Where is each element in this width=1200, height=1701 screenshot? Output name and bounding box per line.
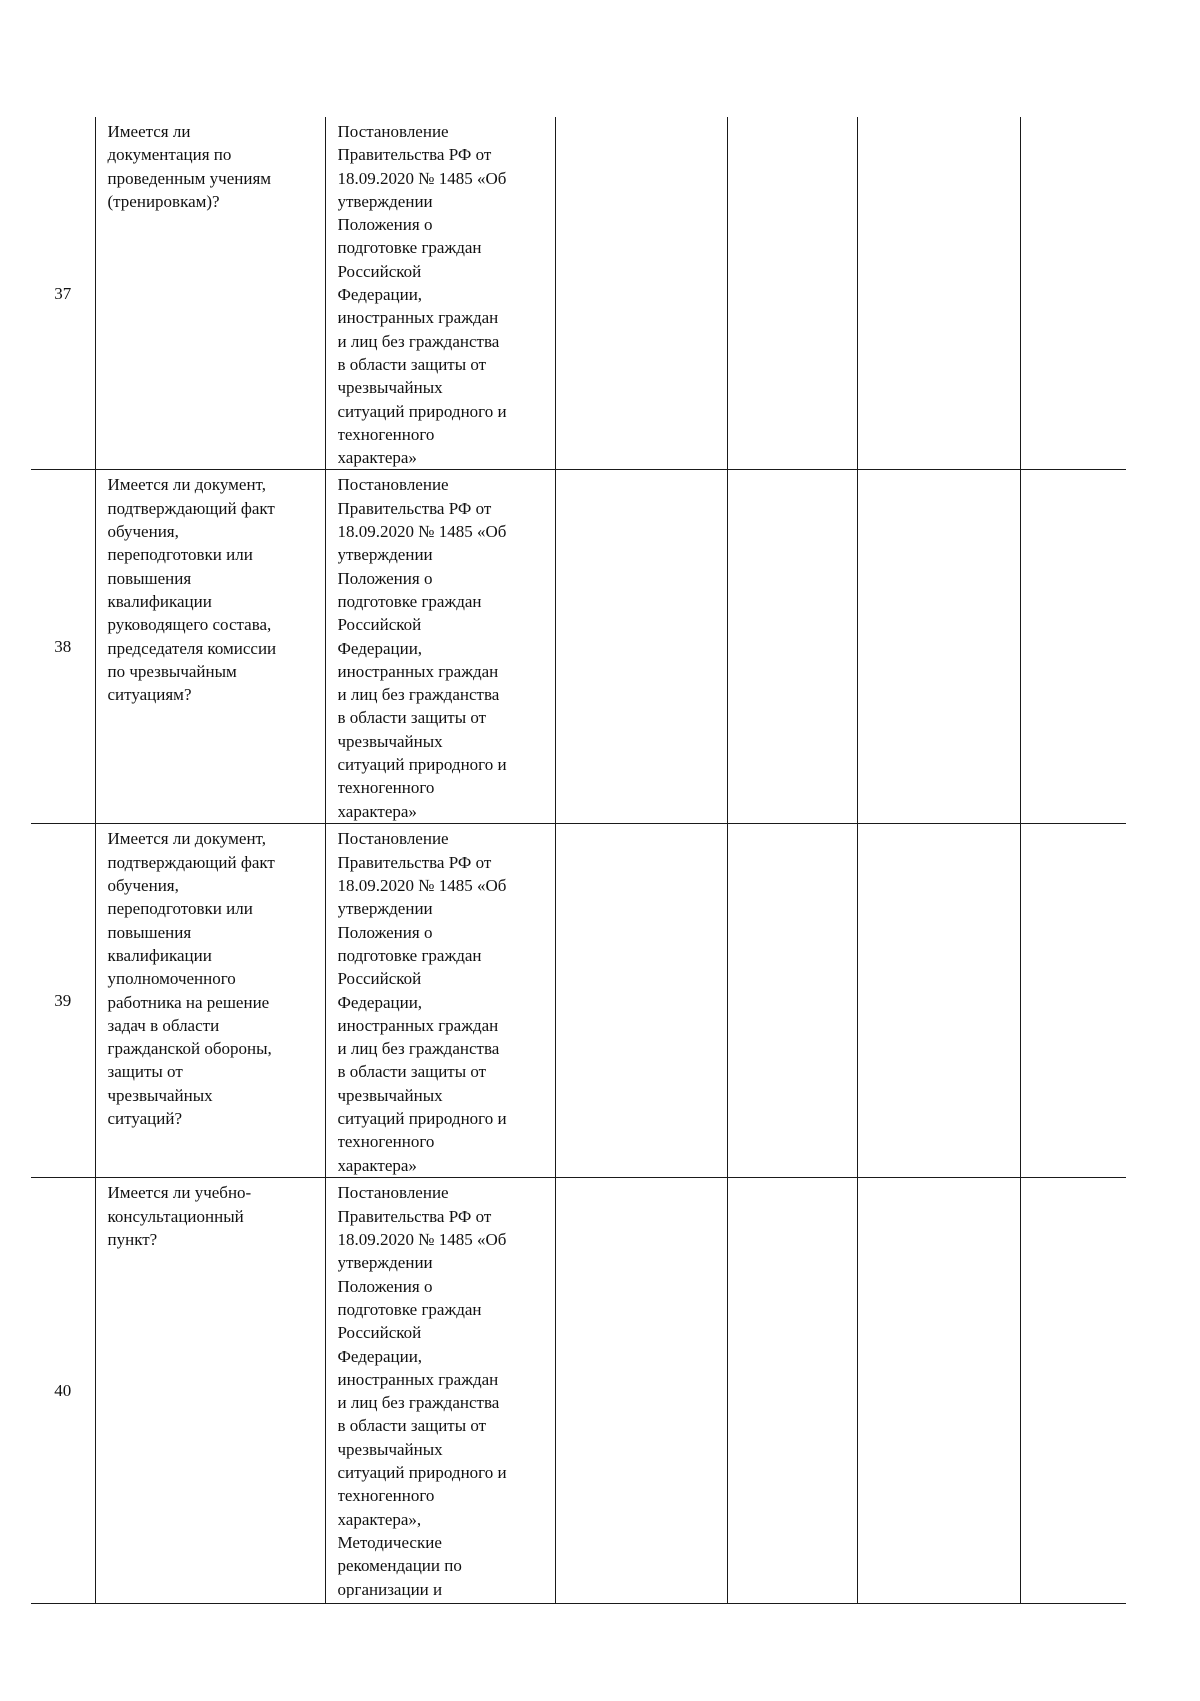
question-text: Имеется ли документ, подтверждающий факт обучения, переподготовки или повышения квалификации руководящего состава, председателя комиссии по чрезвычайным ситуациям? [107, 475, 277, 705]
answer-no-cell [727, 470, 857, 824]
reference-cell [325, 824, 555, 1178]
question-text: Имеется ли документация по проведенным учениям (тренировкам)? [107, 122, 272, 211]
table-row [31, 470, 1126, 824]
not-applicable-cell [857, 824, 1020, 1178]
answer-yes-cell [555, 117, 727, 470]
question-cell [95, 1178, 325, 1604]
not-applicable-cell [857, 117, 1020, 470]
not-applicable-cell [857, 1178, 1020, 1604]
note-cell [1020, 824, 1126, 1178]
row-number: 40 [31, 1178, 95, 1604]
question-cell [95, 470, 325, 824]
note-cell [1020, 1178, 1126, 1604]
reference-text: Постановление Правительства РФ от 18.09.2020 № 1485 «Об утверждении Положения о подготовке граждан Российской Федерации, иностранных граждан и лиц без гражданства в области защиты от чрезвычайных ситуаций природного и техногенного характера», Методические рекомендации по организации и [337, 1183, 507, 1599]
question-text: Имеется ли учебно- консультационный пункт? [107, 1183, 252, 1250]
answer-yes-cell [555, 824, 727, 1178]
note-cell [1020, 470, 1126, 824]
reference-text: Постановление Правительства РФ от 18.09.2020 № 1485 «Об утверждении Положения о подготовке граждан Российской Федерации, иностранных граждан и лиц без гражданства в области защиты от чрезвычайных ситуаций природного и техногенного характера» [337, 475, 507, 821]
reference-cell [325, 470, 555, 824]
question-cell [95, 824, 325, 1178]
table-row [31, 1178, 1126, 1604]
row-number: 38 [31, 470, 95, 824]
question-text: Имеется ли документ, подтверждающий факт обучения, переподготовки или повышения квалификации уполномоченного работника на решение задач в области гражданской обороны, защиты от чрезвычайных ситуаций? [107, 829, 275, 1129]
checklist-table [31, 117, 1126, 1604]
answer-no-cell [727, 117, 857, 470]
question-cell [95, 117, 325, 470]
reference-text: Постановление Правительства РФ от 18.09.2020 № 1485 «Об утверждении Положения о подготовке граждан Российской Федерации, иностранных граждан и лиц без гражданства в области защиты от чрезвычайных ситуаций природного и техногенного характера» [337, 122, 507, 468]
row-number: 37 [31, 117, 95, 470]
reference-cell [325, 1178, 555, 1604]
not-applicable-cell [857, 470, 1020, 824]
table-row [31, 824, 1126, 1178]
answer-no-cell [727, 1178, 857, 1604]
table-row [31, 117, 1126, 470]
row-number: 39 [31, 824, 95, 1178]
answer-yes-cell [555, 1178, 727, 1604]
note-cell [1020, 117, 1126, 470]
reference-text: Постановление Правительства РФ от 18.09.2020 № 1485 «Об утверждении Положения о подготовке граждан Российской Федерации, иностранных граждан и лиц без гражданства в области защиты от чрезвычайных ситуаций природного и техногенного характера» [337, 829, 507, 1175]
answer-no-cell [727, 824, 857, 1178]
answer-yes-cell [555, 470, 727, 824]
reference-cell [325, 117, 555, 470]
